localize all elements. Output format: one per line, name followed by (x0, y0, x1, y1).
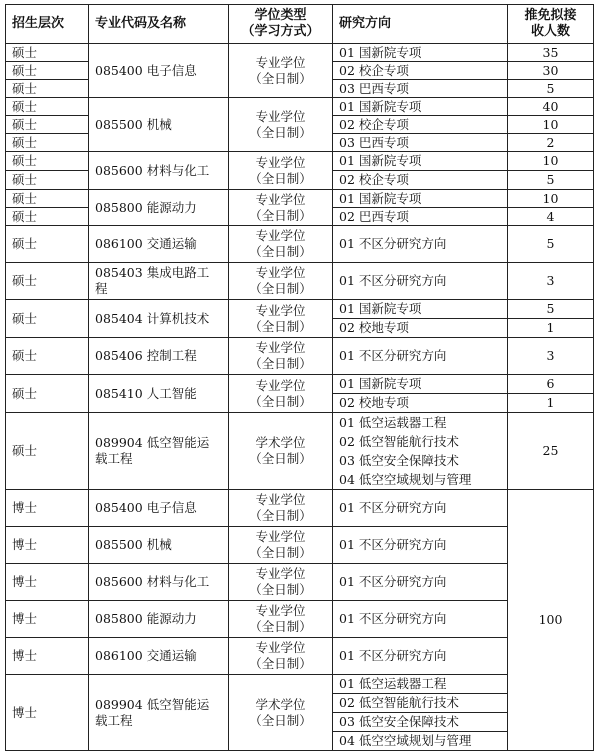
degree-type-cell: 专业学位 （全日制） (229, 190, 333, 226)
table-row (6, 338, 594, 375)
major-cell: 085800 能源动力 (89, 190, 229, 226)
level-cell: 博士 (6, 675, 89, 751)
table-row (6, 638, 594, 675)
direction-cell: 02 校企专项 (333, 171, 508, 190)
table-row (6, 490, 594, 527)
major-cell: 085600 材料与化工 (89, 152, 229, 190)
direction-cell: 01 不区分研究方向 (333, 527, 508, 564)
direction-cell: 02 低空智能航行技术 (333, 694, 508, 713)
header-quota: 推免拟接 收人数 (508, 5, 594, 44)
level-cell: 硕士 (6, 190, 89, 208)
level-cell: 硕士 (6, 413, 89, 490)
quota-cell: 25 (508, 413, 594, 490)
degree-type-cell: 专业学位 （全日制） (229, 263, 333, 300)
direction-cell: 01 不区分研究方向 (333, 338, 508, 375)
major-cell: 089904 低空智能运 载工程 (89, 675, 229, 751)
direction-cell: 01 不区分研究方向 (333, 226, 508, 263)
quota-cell: 35 (508, 44, 594, 62)
level-cell: 硕士 (6, 226, 89, 263)
level-cell: 硕士 (6, 134, 89, 152)
quota-cell: 1 (508, 319, 594, 338)
degree-type-cell: 专业学位 （全日制） (229, 490, 333, 527)
quota-cell: 6 (508, 375, 594, 394)
quota-cell: 1 (508, 394, 594, 413)
level-cell: 硕士 (6, 62, 89, 80)
major-cell: 085600 材料与化工 (89, 564, 229, 601)
degree-type-cell: 专业学位 （全日制） (229, 564, 333, 601)
level-cell: 硕士 (6, 152, 89, 171)
major-cell: 086100 交通运输 (89, 638, 229, 675)
degree-type-cell: 专业学位 （全日制） (229, 44, 333, 98)
direction-cell: 01 低空运载器工程 02 低空智能航行技术 03 低空安全保障技术 04 低空空域规划与管理 (333, 413, 508, 490)
major-cell: 085406 控制工程 (89, 338, 229, 375)
table-row (6, 98, 594, 116)
quota-cell: 100 (508, 490, 594, 751)
level-cell: 硕士 (6, 98, 89, 116)
table-row (6, 675, 594, 694)
direction-cell: 01 国新院专项 (333, 190, 508, 208)
major-cell: 085500 机械 (89, 98, 229, 152)
degree-type-cell: 专业学位 （全日制） (229, 527, 333, 564)
direction-cell: 04 低空空域规划与管理 (333, 732, 508, 751)
direction-cell: 01 国新院专项 (333, 44, 508, 62)
direction-cell: 03 巴西专项 (333, 80, 508, 98)
level-cell: 博士 (6, 638, 89, 675)
admission-table (5, 4, 594, 751)
direction-cell: 02 校地专项 (333, 394, 508, 413)
direction-cell: 01 不区分研究方向 (333, 564, 508, 601)
level-cell: 博士 (6, 490, 89, 527)
level-cell: 硕士 (6, 300, 89, 338)
direction-cell: 01 不区分研究方向 (333, 490, 508, 527)
direction-cell: 01 不区分研究方向 (333, 638, 508, 675)
major-cell: 085410 人工智能 (89, 375, 229, 413)
quota-cell: 5 (508, 171, 594, 190)
header-level: 招生层次 (6, 5, 89, 44)
direction-cell: 01 国新院专项 (333, 300, 508, 319)
level-cell: 硕士 (6, 44, 89, 62)
table-row (6, 263, 594, 300)
direction-cell: 01 国新院专项 (333, 375, 508, 394)
major-cell: 089904 低空智能运 载工程 (89, 413, 229, 490)
direction-cell: 01 低空运载器工程 (333, 675, 508, 694)
quota-cell: 30 (508, 62, 594, 80)
header-direction: 研究方向 (333, 5, 508, 44)
level-cell: 硕士 (6, 208, 89, 226)
direction-cell: 02 校企专项 (333, 116, 508, 134)
quota-cell: 2 (508, 134, 594, 152)
degree-type-cell: 专业学位 （全日制） (229, 601, 333, 638)
header-major: 专业代码及名称 (89, 5, 229, 44)
degree-type-cell: 专业学位 （全日制） (229, 638, 333, 675)
table-row (6, 564, 594, 601)
major-cell: 086100 交通运输 (89, 226, 229, 263)
direction-cell: 01 国新院专项 (333, 98, 508, 116)
major-cell: 085404 计算机技术 (89, 300, 229, 338)
level-cell: 博士 (6, 601, 89, 638)
quota-cell: 4 (508, 208, 594, 226)
table-row (6, 413, 594, 490)
quota-cell: 10 (508, 152, 594, 171)
quota-cell: 5 (508, 300, 594, 319)
quota-cell: 3 (508, 338, 594, 375)
header-degree-type: 学位类型 （学习方式） (229, 5, 333, 44)
direction-cell: 01 不区分研究方向 (333, 601, 508, 638)
table-row (6, 44, 594, 62)
level-cell: 硕士 (6, 263, 89, 300)
level-cell: 硕士 (6, 80, 89, 98)
direction-cell: 02 校企专项 (333, 62, 508, 80)
major-cell: 085500 机械 (89, 527, 229, 564)
direction-cell: 03 低空安全保障技术 (333, 713, 508, 732)
table-row (6, 375, 594, 394)
level-cell: 硕士 (6, 171, 89, 190)
quota-cell: 3 (508, 263, 594, 300)
degree-type-cell: 专业学位 （全日制） (229, 338, 333, 375)
quota-cell: 10 (508, 116, 594, 134)
direction-cell: 02 校地专项 (333, 319, 508, 338)
quota-cell: 5 (508, 226, 594, 263)
degree-type-cell: 专业学位 （全日制） (229, 98, 333, 152)
degree-type-cell: 学术学位 （全日制） (229, 413, 333, 490)
quota-cell: 5 (508, 80, 594, 98)
direction-cell: 02 巴西专项 (333, 208, 508, 226)
direction-cell: 01 不区分研究方向 (333, 263, 508, 300)
level-cell: 硕士 (6, 375, 89, 413)
major-cell: 085400 电子信息 (89, 490, 229, 527)
degree-type-cell: 专业学位 （全日制） (229, 152, 333, 190)
table-row (6, 152, 594, 171)
table-row (6, 300, 594, 319)
direction-cell: 01 国新院专项 (333, 152, 508, 171)
major-cell: 085403 集成电路工 程 (89, 263, 229, 300)
level-cell: 硕士 (6, 116, 89, 134)
table-row (6, 190, 594, 208)
quota-cell: 40 (508, 98, 594, 116)
major-cell: 085400 电子信息 (89, 44, 229, 98)
level-cell: 博士 (6, 527, 89, 564)
direction-cell: 03 巴西专项 (333, 134, 508, 152)
major-cell: 085800 能源动力 (89, 601, 229, 638)
degree-type-cell: 专业学位 （全日制） (229, 375, 333, 413)
degree-type-cell: 专业学位 （全日制） (229, 226, 333, 263)
table-row (6, 601, 594, 638)
quota-cell: 10 (508, 190, 594, 208)
table-header-row (6, 5, 594, 44)
degree-type-cell: 专业学位 （全日制） (229, 300, 333, 338)
table-row (6, 226, 594, 263)
degree-type-cell: 学术学位 （全日制） (229, 675, 333, 751)
table-row (6, 527, 594, 564)
level-cell: 硕士 (6, 338, 89, 375)
level-cell: 博士 (6, 564, 89, 601)
